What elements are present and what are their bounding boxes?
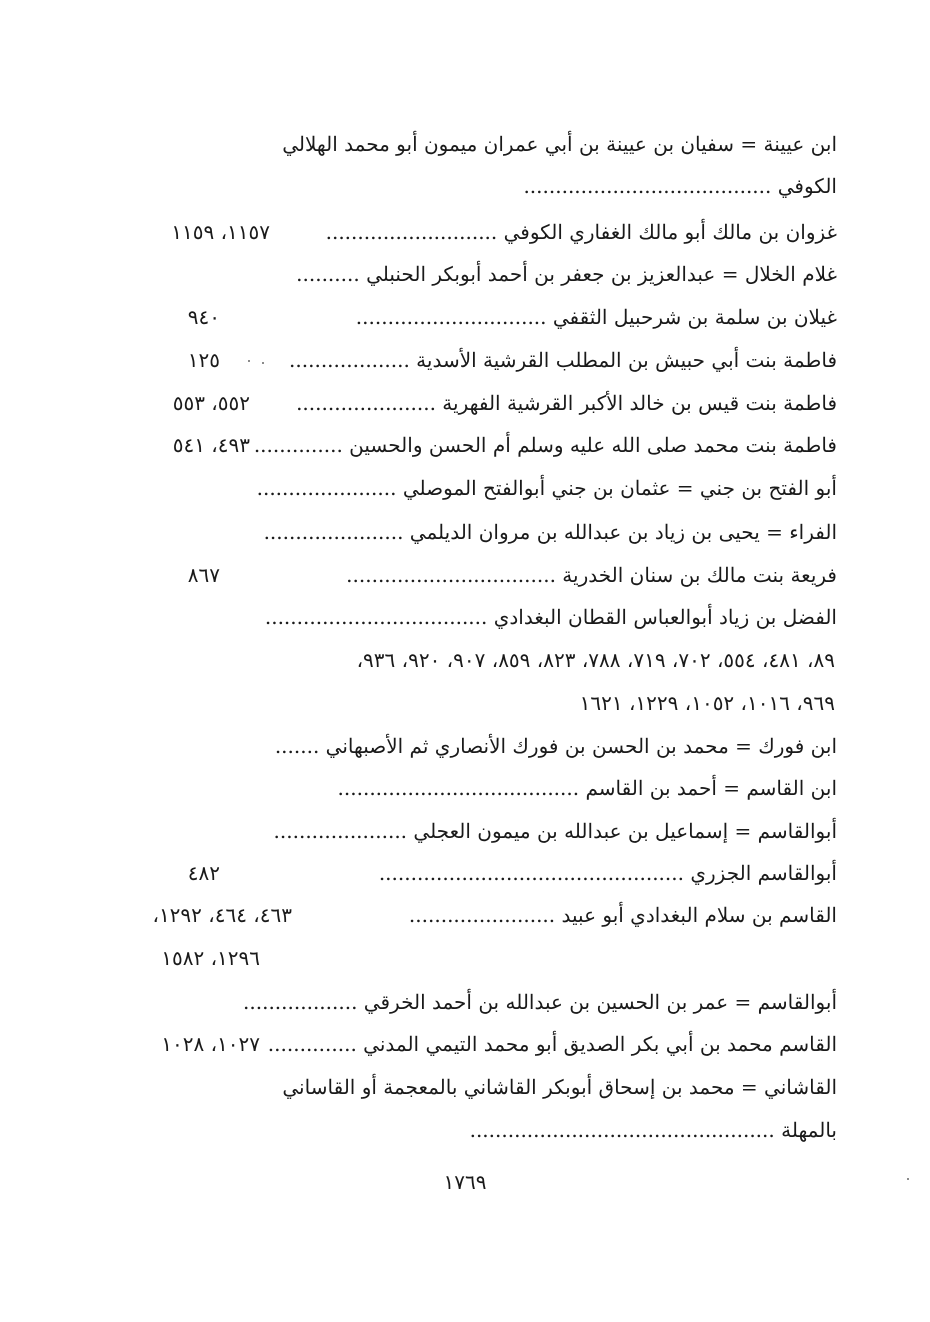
index-entry xyxy=(277,555,837,595)
index-entry xyxy=(274,726,837,766)
entry-text: فريعة بنت مالك بن سنان الخدرية ................................. xyxy=(346,563,837,587)
index-entry xyxy=(273,811,837,851)
index-entry xyxy=(277,340,837,380)
scan-speck xyxy=(262,362,264,364)
entry-page-refs: ٤٦٣، ٤٦٤، ١٢٩٢، xyxy=(152,903,292,927)
index-entry xyxy=(267,1024,837,1064)
entry-text: الكوفي ....................................... xyxy=(523,174,837,198)
entry-page-refs: ١٢٥ xyxy=(187,348,220,372)
index-entry xyxy=(277,1110,837,1150)
entry-page-refs: ٥٥٢، ٥٥٣ xyxy=(172,391,250,415)
entry-text: ابن القاسم = أحمد بن القاسم ...................................... xyxy=(337,776,837,800)
index-entry xyxy=(277,254,837,294)
index-entry xyxy=(277,297,837,337)
entry-page-refs-continued: ٨٩، ٤٨١، ٥٥٤، ٧٠٢، ٧١٩، ٧٨٨، ٨٢٣، ٨٥٩، ٩٠٧، ٩٢٠، ٩٣٦، xyxy=(356,648,835,672)
index-entry xyxy=(177,597,837,637)
index-entry xyxy=(263,512,837,552)
entry-page-refs-continued: ١٢٩٦، ١٥٨٢ xyxy=(161,946,260,970)
index-entry xyxy=(277,212,837,252)
entry-text: غيلان بن سلمة بن شرحبيل الثقفي .............................. xyxy=(355,305,837,329)
index-entry xyxy=(277,853,837,893)
entry-text: غزوان بن مالك أبو مالك الغفاري الكوفي ........................... xyxy=(325,220,837,244)
entry-text: القاسم بن سلام البغدادي أبو عبيد ....................... xyxy=(408,903,837,927)
index-entry xyxy=(277,166,837,206)
entry-text: أبوالقاسم = إسماعيل بن عبدالله بن ميمون العجلي ..................... xyxy=(273,819,837,843)
entry-text: بالمهلة ................................................ xyxy=(469,1118,837,1142)
entry-text: القاشاني = محمد بن إسحاق أبوبكر القاشاني بالمعجمة أو القاساني xyxy=(282,1075,837,1099)
scan-speck xyxy=(907,1178,909,1180)
entry-text: فاطمة بنت قيس بن خالد الأكبر القرشية الفهرية ...................... xyxy=(296,391,837,415)
index-entry xyxy=(277,124,837,164)
entry-text: فاطمة بنت محمد صلى الله عليه وسلم أم الحسن والحسين .............. xyxy=(253,433,837,457)
entry-text: غلام الخلال = عبدالعزيز بن جعفر بن أحمد أبوبكر الحنبلي .......... xyxy=(296,262,837,286)
entry-page-refs: ١٠٢٧، ١٠٢٨ xyxy=(161,1032,260,1056)
index-entry xyxy=(256,468,837,508)
page-number: ١٧٦٩ xyxy=(443,1170,487,1194)
entry-page-refs-continued: ٩٦٩، ١٠١٦، ١٠٥٢، ١٢٢٩، ١٦٢١ xyxy=(579,691,835,715)
entry-page-refs: ٩٤٠ xyxy=(187,305,220,329)
index-entry xyxy=(243,982,837,1022)
entry-page-refs: ٤٨٢ xyxy=(187,861,220,885)
entry-page-refs: ٨٦٧ xyxy=(187,563,220,587)
index-entry xyxy=(253,425,837,465)
entry-text: أبوالقاسم = عمر بن الحسين بن عبدالله بن أحمد الخرقي .................. xyxy=(243,990,837,1014)
index-entry xyxy=(408,895,837,935)
entry-text: أبوالقاسم الجزري ................................................ xyxy=(378,861,837,885)
index-entry xyxy=(277,1067,837,1107)
entry-text: فاطمة بنت أبي حبيش بن المطلب القرشية الأسدية ................... xyxy=(289,348,837,372)
entry-page-refs: ٤٩٣، ٥٤١ xyxy=(172,433,250,457)
entry-text: الفراء = يحيى بن زياد بن عبدالله بن مروان الديلمي ...................... xyxy=(263,520,837,544)
entry-page-refs: ١١٥٧، ١١٥٩ xyxy=(171,220,270,244)
scan-speck xyxy=(248,360,250,362)
entry-text: الفضل بن زياد أبوالعباس القطان البغدادي ................................... xyxy=(264,605,837,629)
entry-text: القاسم محمد بن أبي بكر الصديق أبو محمد التيمي المدني .............. xyxy=(267,1032,837,1056)
entry-text: ابن فورك = محمد بن الحسن بن فورك الأنصاري ثم الأصبهاني ....... xyxy=(274,734,837,758)
entry-text: أبو الفتح بن جني = عثمان بن جني أبوالفتح الموصلي ...................... xyxy=(256,476,837,500)
index-entry xyxy=(277,768,837,808)
index-entry xyxy=(277,383,837,423)
entry-text: ابن عيينة = سفيان بن عيينة بن أبي عمران ميمون أبو محمد الهلالي xyxy=(282,132,837,156)
